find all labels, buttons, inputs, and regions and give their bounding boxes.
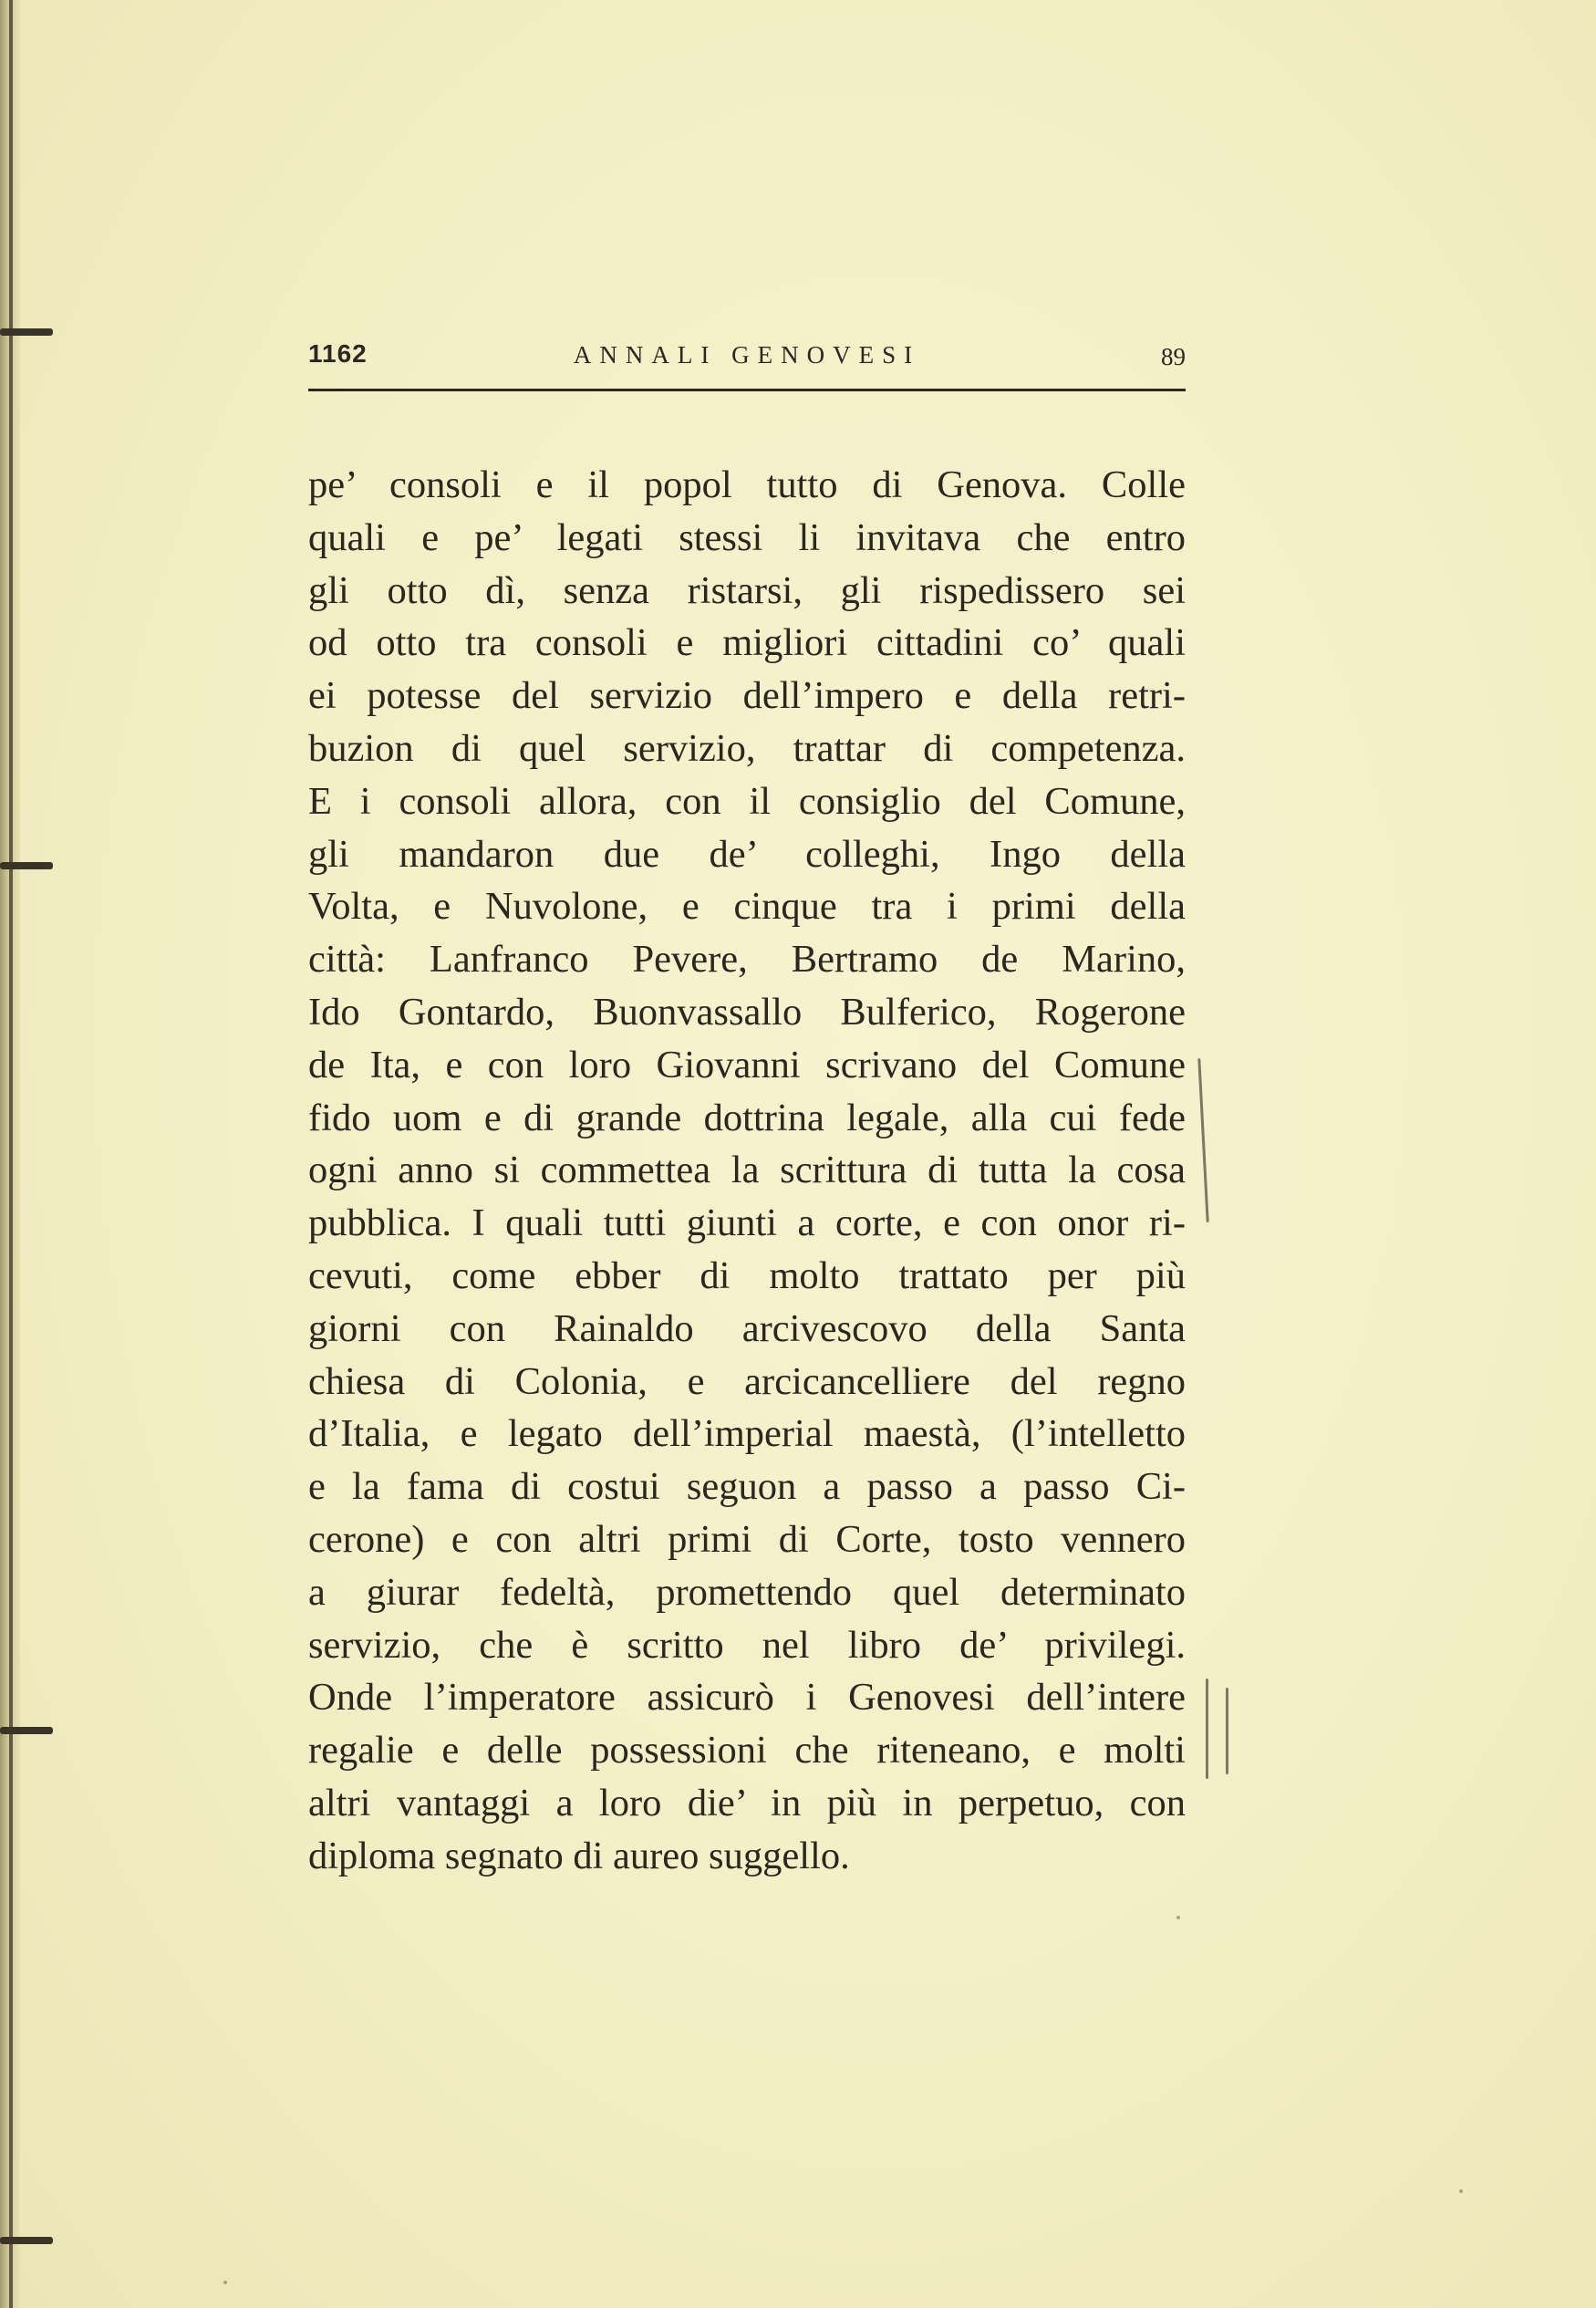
- text-line: altri vantaggi a loro die’ in più in perpetuo, con: [308, 1781, 1186, 1825]
- body-text: [308, 459, 1186, 1883]
- text-line: servizio, che è scritto nel libro de’ privilegi.: [308, 1623, 1186, 1667]
- text-line: gli mandaron due de’ colleghi, Ingo della: [308, 832, 1186, 876]
- text-line: a giurar fedeltà, promettendo quel determinato: [308, 1570, 1186, 1614]
- text-line: giorni con Rainaldo arcivescovo della Santa: [308, 1306, 1186, 1350]
- text-line: E i consoli allora, con il consiglio del Comune,: [308, 779, 1186, 823]
- text-line: pubblica. I quali tutti giunti a corte, e con onor ri-: [308, 1201, 1186, 1245]
- header-year: 1162: [308, 339, 368, 368]
- text-line: regalie e delle possessioni che riteneano, e molti: [308, 1729, 1186, 1773]
- pencil-margin-mark: [1197, 1058, 1208, 1222]
- text-line: od otto tra consoli e migliori cittadini co’ quali: [308, 621, 1186, 665]
- text-line: cevuti, come ebber di molto trattato per più: [308, 1253, 1186, 1297]
- paper-speck: [223, 2281, 227, 2284]
- paper-speck: [1459, 2189, 1463, 2193]
- text-line: chiesa di Colonia, e arcicancelliere del regno: [308, 1359, 1186, 1403]
- binding-stitch: [0, 328, 53, 336]
- text-line: buzion di quel servizio, trattar di competenza.: [308, 726, 1186, 770]
- pencil-margin-mark: [1226, 1688, 1228, 1774]
- binding-stitch: [0, 1727, 53, 1734]
- running-title: ANNALI GENOVESI: [573, 341, 921, 369]
- text-line: de Ita, e con loro Giovanni scrivano del Comune: [308, 1043, 1186, 1086]
- pencil-margin-mark: [1206, 1679, 1208, 1779]
- paper-speck: [1176, 1916, 1180, 1919]
- text-line: quali e pe’ legati stessi li invitava che entro: [308, 515, 1186, 559]
- text-line: Ido Gontardo, Buonvassallo Bulferico, Rogerone: [308, 990, 1186, 1034]
- text-line: gli otto dì, senza ristarsi, gli rispedissero sei: [308, 568, 1186, 612]
- text-line: d’Italia, e legato dell’imperial maestà, (l’intelletto: [308, 1412, 1186, 1456]
- text-line: ei potesse del servizio dell’impero e della retri-: [308, 674, 1186, 718]
- text-line: e la fama di costui seguon a passo a passo Ci-: [308, 1465, 1186, 1509]
- text-line: ogni anno si commettea la scrittura di tutta la cosa: [308, 1149, 1186, 1192]
- text-line: Volta, e Nuvolone, e cinque tra i primi della: [308, 885, 1186, 929]
- binding-stitch: [0, 862, 53, 869]
- text-line: diploma segnato di aureo suggello.: [308, 1834, 850, 1877]
- page-header: [308, 339, 1186, 385]
- binding-line: [9, 0, 13, 2308]
- text-line: fido uom e di grande dottrina legale, alla cui fede: [308, 1096, 1186, 1139]
- text-line: città: Lanfranco Pevere, Bertramo de Marino,: [308, 938, 1186, 982]
- text-line: pe’ consoli e il popol tutto di Genova. Colle: [308, 463, 1186, 506]
- header-rule: [308, 389, 1186, 391]
- text-line: Onde l’imperatore assicurò i Genovesi dell’intere: [308, 1676, 1186, 1720]
- text-line: cerone) e con altri primi di Corte, tosto vennero: [308, 1517, 1186, 1561]
- page-number: 89: [1161, 343, 1186, 370]
- binding-stitch: [0, 2237, 53, 2244]
